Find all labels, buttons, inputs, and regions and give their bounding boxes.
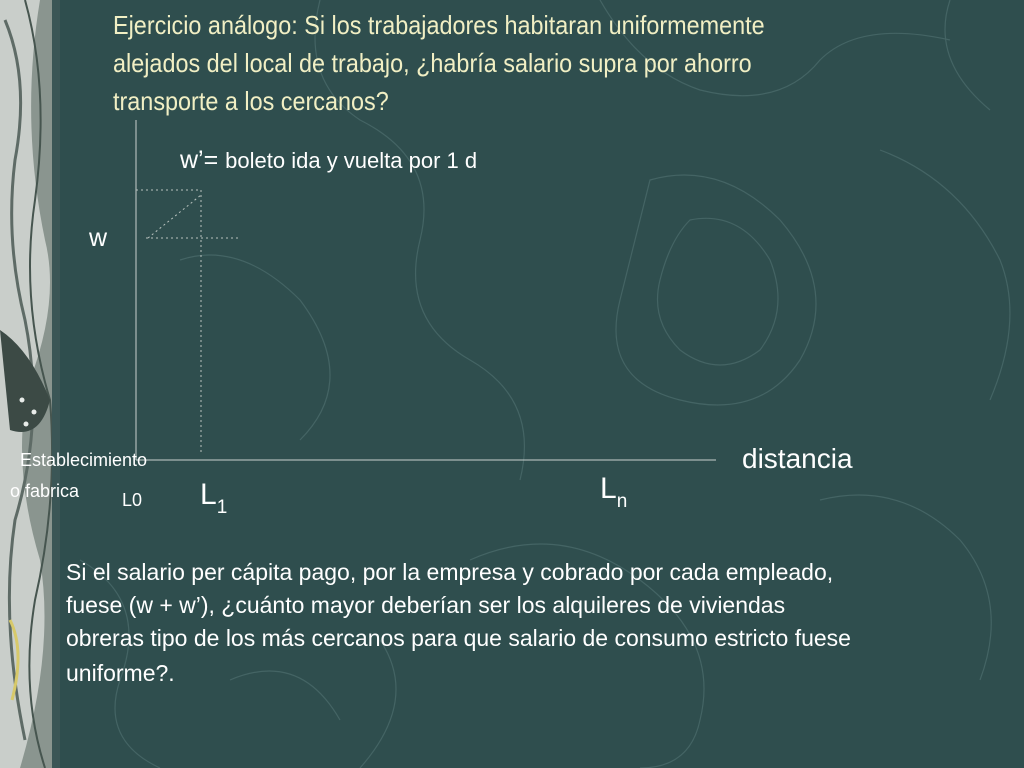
ln-main: L — [600, 472, 617, 505]
diagram-guides — [136, 190, 240, 455]
origin-label-line-2: o fabrica — [10, 481, 80, 501]
paragraph-line-2: fuese (w + w’), ¿cuánto mayor deberían ser los alquileres de viviendas — [66, 592, 786, 618]
l1-label — [200, 478, 227, 519]
title-line-2: alejados del local de trabajo, ¿habría salario supra por ahorro — [113, 48, 752, 78]
wprime-description: boleto ida y vuelta por 1 d — [225, 148, 478, 173]
ln-subscript: n — [616, 491, 628, 512]
w-label: w — [89, 224, 108, 252]
paragraph-line-3: obreras tipo de los más cercanos para que salario de consumo estricto fuese — [66, 625, 851, 651]
l1-subscript: 1 — [216, 497, 228, 518]
decorative-left-strip — [0, 0, 60, 768]
l1-main: L — [200, 478, 217, 511]
title-line-3: transporte a los cercanos? — [113, 86, 389, 116]
l0-label: L0 — [122, 490, 143, 510]
ln-label — [600, 472, 627, 513]
paragraph-line-1: Si el salario per cápita pago, por la empresa y cobrado por cada empleado, — [66, 559, 834, 585]
paragraph-line-4: uniforme?. — [66, 660, 175, 686]
x-axis-label: distancia — [742, 443, 853, 474]
slide-title — [113, 6, 833, 120]
origin-label-line-1: Establecimiento — [20, 450, 148, 470]
title-line-1: Ejercicio análogo: Si los trabajadores habitaran uniformemente — [113, 10, 765, 40]
wprime-label — [180, 146, 477, 175]
question-paragraph — [66, 556, 1024, 690]
diagonal-guide — [148, 195, 201, 238]
wprime-symbol: w’= — [180, 146, 219, 174]
